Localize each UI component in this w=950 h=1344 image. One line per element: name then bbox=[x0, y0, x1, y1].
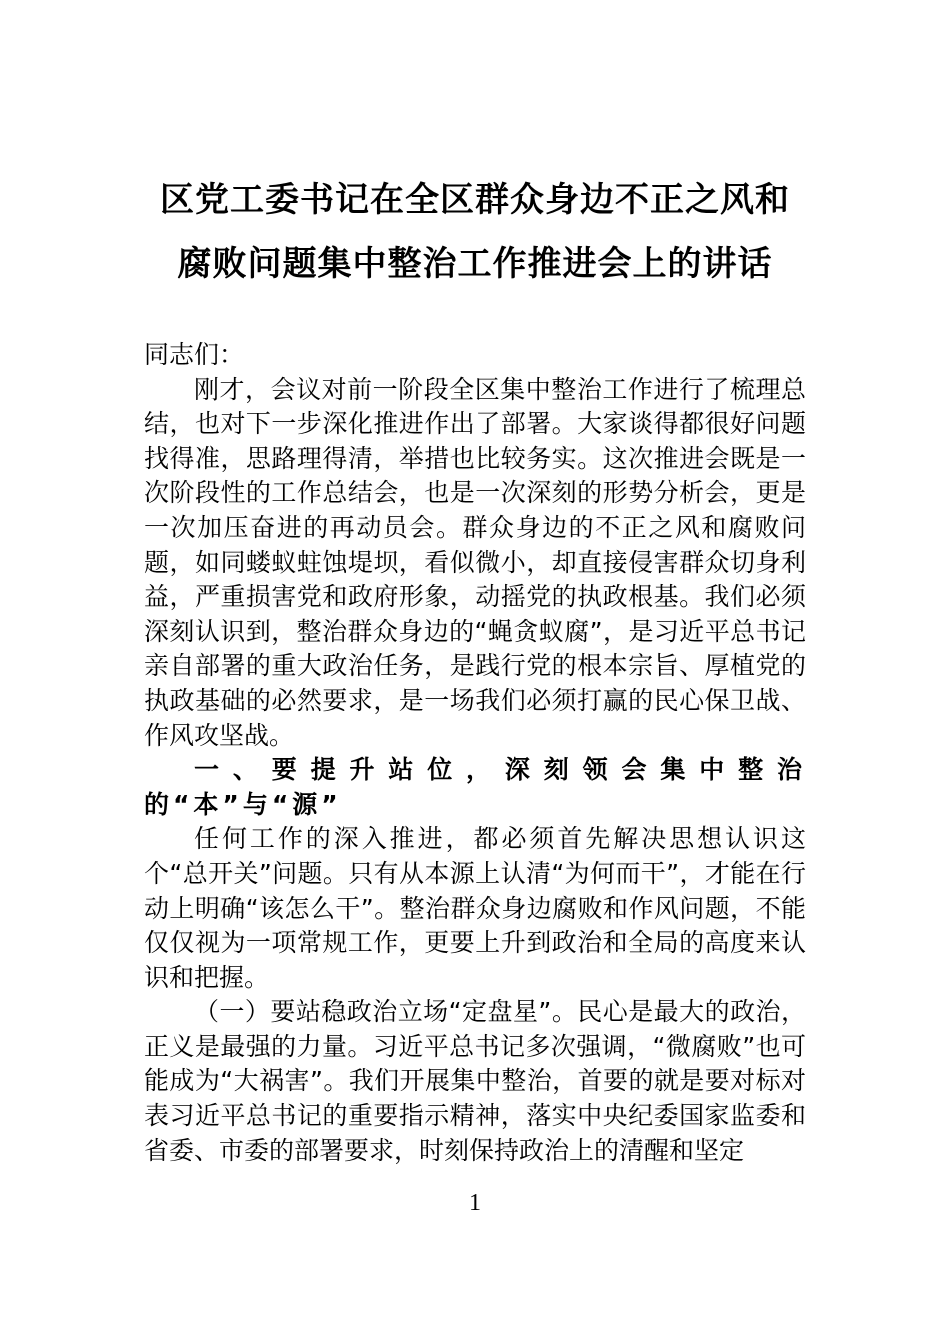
paragraph-intro: 刚才，会议对前一阶段全区集中整治工作进行了梳理总结，也对下一步深化推进作出了部署。大家谈得都很好问题找得准，思路理得清，举措也比较务实。这次推进会既是一次阶段性的工作总结会，也是一次深刻的形势分析会，更是一次加压奋进的再动员会。群众身边的不正之风和腐败问题，如同蝼蚁蛀蚀堤坝，看似微小，却直接侵害群众切身利益，严重损害党和政府形象，动摇党的执政根基。我们必须深刻认识到，整治群众身边的“蝇贪蚁腐”，是习近平总书记亲自部署的重大政治任务，是践行党的根本宗旨、厚植党的执政基础的必然要求，是一场我们必须打赢的民心保卫战、作风攻坚战。 bbox=[144, 374, 806, 750]
paragraph-section-1: 任何工作的深入推进，都必须首先解决思想认识这个“总开关”问题。只有从本源上认清“为何而干”，才能在行动上明确“该怎么干”。整治群众身边腐败和作风问题，不能仅仅视为一项常规工作，更要上升到政治和全局的高度来认识和把握。 bbox=[144, 824, 806, 992]
page-number: 1 bbox=[469, 1190, 481, 1216]
title-line-1: 区党工委书记在全区群众身边不正之风和 bbox=[160, 180, 790, 220]
section-heading-1: 一、要提升站位，深刻领会集中整治的“本”与“源” bbox=[144, 755, 806, 819]
salutation: 同志们： bbox=[144, 340, 245, 369]
paragraph-subsection-1: （一）要站稳政治立场“定盘星”。民心是最大的政治，正义是最强的力量。习近平总书记多次强调，“微腐败”也可能成为“大祸害”。我们开展集中整治，首要的就是要对标对表习近平总书记的重要指示精神，落实中央纪委国家监委和省委、市委的部署要求，时刻保持政治上的清醒和坚定 bbox=[144, 997, 806, 1165]
title-line-2: 腐败问题集中整治工作推进会上的讲话 bbox=[177, 244, 773, 284]
document-title bbox=[130, 168, 820, 296]
document-body bbox=[144, 338, 806, 1168]
